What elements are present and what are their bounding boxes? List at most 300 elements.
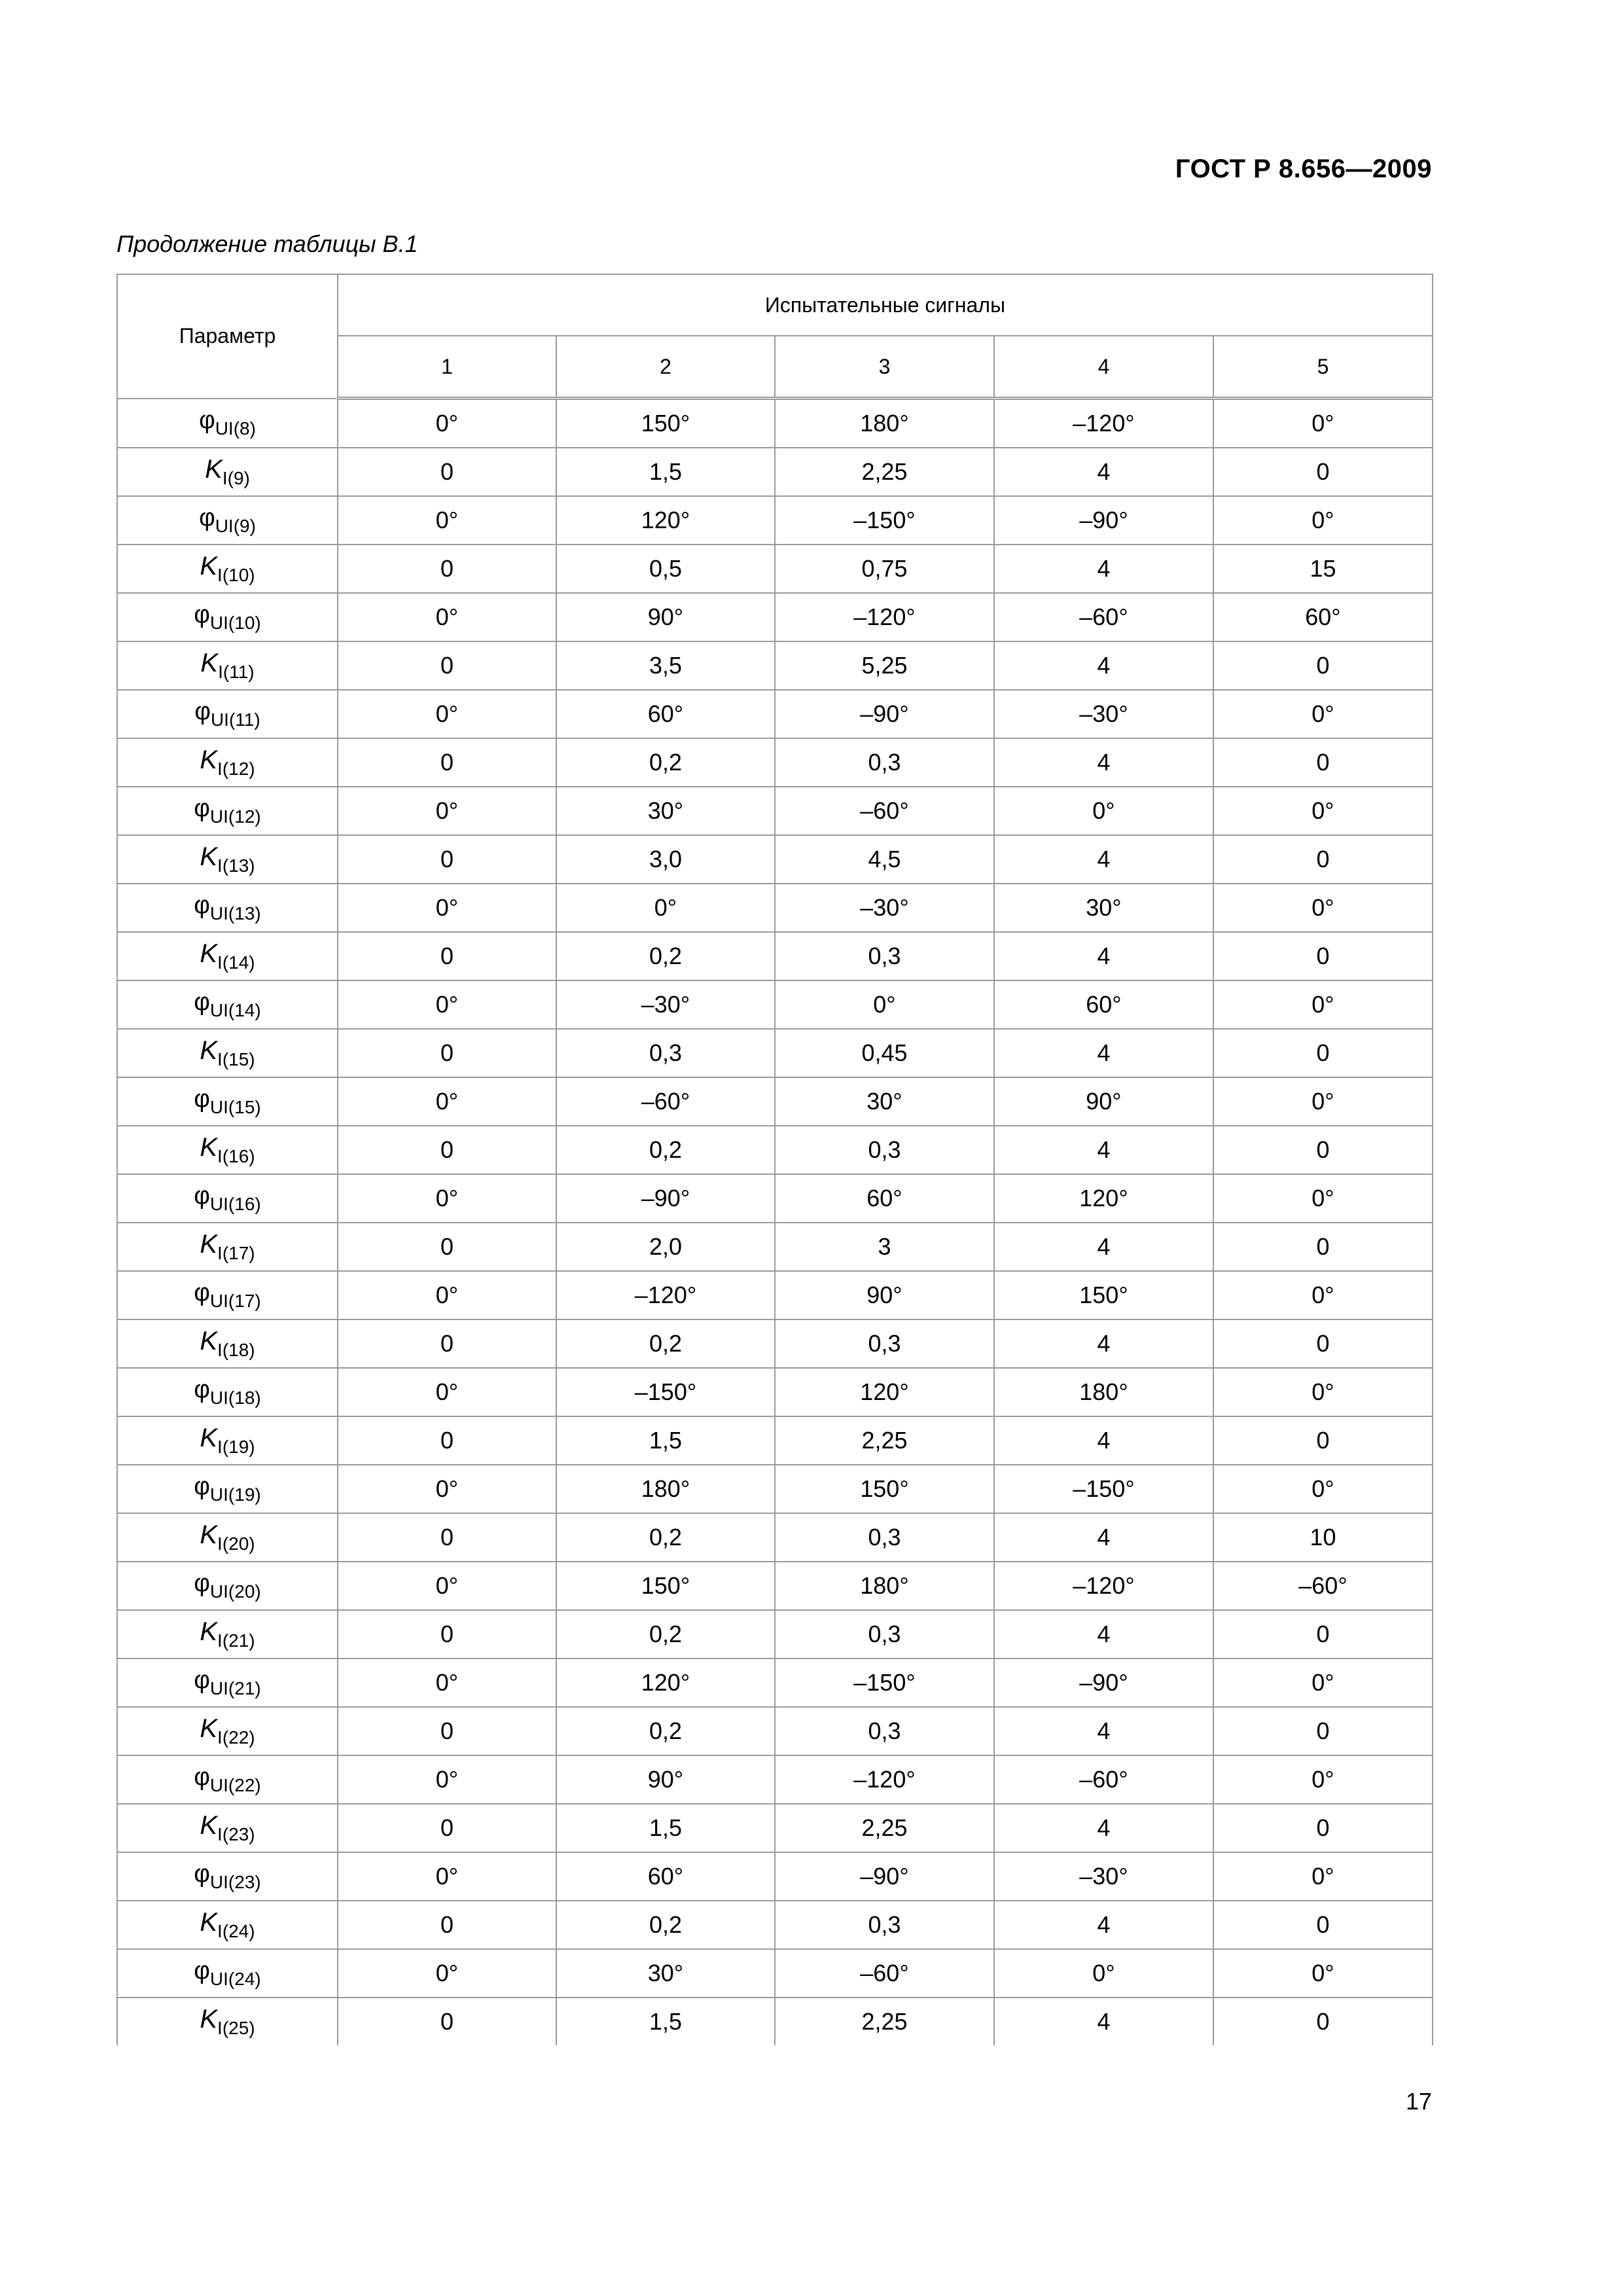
value-cell: 4: [994, 641, 1213, 690]
value-cell: 0°: [338, 399, 556, 448]
value-cell: 180°: [775, 399, 994, 448]
value-cell: 0°: [338, 1077, 556, 1126]
parameter-cell: [117, 1271, 338, 1319]
value-cell: –60°: [775, 787, 994, 835]
value-cell: –90°: [775, 1852, 994, 1901]
value-cell: –120°: [556, 1271, 775, 1319]
value-cell: 4: [994, 1416, 1213, 1465]
value-cell: –90°: [775, 690, 994, 738]
parameter-symbol: φ: [194, 1473, 210, 1500]
value-cell: 4: [994, 1126, 1213, 1174]
value-cell: 0°: [1213, 1949, 1433, 1998]
parameter-symbol: φ: [194, 1957, 210, 1984]
value-cell: 0°: [338, 1949, 556, 1998]
value-cell: 4: [994, 1901, 1213, 1949]
value-cell: –30°: [556, 980, 775, 1029]
value-cell: 0°: [1213, 1755, 1433, 1804]
value-cell: –150°: [994, 1465, 1213, 1513]
value-cell: –60°: [994, 1755, 1213, 1804]
parameter-cell: [117, 1223, 338, 1271]
value-cell: 0°: [338, 1271, 556, 1319]
table-row: [117, 1416, 1433, 1465]
table-row: [117, 1998, 1433, 2045]
table-row: [117, 641, 1433, 690]
parameter-subscript: I(9): [222, 468, 250, 488]
value-cell: 90°: [556, 1755, 775, 1804]
value-cell: –150°: [775, 1659, 994, 1707]
value-cell: 0°: [338, 593, 556, 641]
value-cell: 0°: [338, 690, 556, 738]
parameter-subscript: I(23): [217, 1824, 255, 1844]
document-code: ГОСТ Р 8.656—2009: [1175, 154, 1432, 183]
value-cell: 150°: [556, 399, 775, 448]
table-row: [117, 1755, 1433, 1804]
value-cell: 0: [338, 448, 556, 496]
parameter-symbol: K: [200, 1327, 218, 1355]
parameter-subscript: I(20): [217, 1534, 255, 1554]
table-row: [117, 496, 1433, 545]
table-row: [117, 448, 1433, 496]
value-cell: 4: [994, 1998, 1213, 2045]
parameter-symbol: K: [200, 552, 218, 581]
value-cell: 3,0: [556, 835, 775, 884]
value-cell: 0,2: [556, 1610, 775, 1659]
table-row: [117, 1852, 1433, 1901]
value-cell: 0,2: [556, 932, 775, 980]
value-cell: 4: [994, 545, 1213, 593]
parameter-subscript: I(25): [217, 2018, 255, 2038]
value-cell: 0: [338, 738, 556, 787]
parameter-symbol: φ: [194, 988, 210, 1016]
value-cell: 0°: [1213, 690, 1433, 738]
table-row: [117, 884, 1433, 932]
value-cell: 0: [1213, 1804, 1433, 1852]
value-cell: –90°: [994, 1659, 1213, 1707]
value-cell: 30°: [556, 787, 775, 835]
parameter-subscript: UI(21): [209, 1678, 261, 1698]
table-row: [117, 1271, 1433, 1319]
value-cell: 0°: [338, 884, 556, 932]
table-row: [117, 1126, 1433, 1174]
value-cell: 30°: [556, 1949, 775, 1998]
parameter-subscript: UI(9): [215, 516, 256, 536]
parameter-symbol: K: [200, 745, 218, 774]
parameter-subscript: I(16): [217, 1146, 255, 1166]
value-cell: 0: [1213, 1901, 1433, 1949]
parameter-subscript: I(11): [218, 662, 255, 682]
parameter-cell: [117, 448, 338, 496]
value-cell: –60°: [1213, 1562, 1433, 1610]
value-cell: 0: [338, 1610, 556, 1659]
parameter-subscript: UI(15): [209, 1097, 261, 1117]
value-cell: 0°: [1213, 496, 1433, 545]
value-cell: 5,25: [775, 641, 994, 690]
parameter-symbol: K: [205, 455, 223, 484]
parameter-symbol: K: [200, 939, 218, 968]
value-cell: 0: [338, 1126, 556, 1174]
parameter-cell: [117, 1659, 338, 1707]
value-cell: 0: [1213, 1223, 1433, 1271]
value-cell: 0,2: [556, 1126, 775, 1174]
value-cell: 0: [338, 545, 556, 593]
value-cell: –60°: [994, 593, 1213, 641]
parameter-symbol: K: [200, 1617, 218, 1646]
parameter-subscript: UI(23): [209, 1872, 261, 1892]
value-cell: 0°: [1213, 884, 1433, 932]
parameter-symbol: K: [200, 842, 218, 871]
parameter-symbol: φ: [194, 1182, 210, 1210]
value-cell: 1,5: [556, 1416, 775, 1465]
table-row: [117, 593, 1433, 641]
value-cell: 4: [994, 1804, 1213, 1852]
table-row: [117, 1077, 1433, 1126]
value-cell: 90°: [994, 1077, 1213, 1126]
parameter-cell: [117, 1029, 338, 1077]
table-row: [117, 835, 1433, 884]
parameter-cell: [117, 835, 338, 884]
table-row: [117, 690, 1433, 738]
param-column-header: Параметр: [117, 274, 338, 399]
parameter-symbol: φ: [194, 1085, 210, 1113]
parameter-symbol: φ: [194, 795, 210, 822]
parameter-subscript: I(24): [217, 1921, 255, 1941]
value-cell: –90°: [556, 1174, 775, 1223]
parameter-cell: [117, 545, 338, 593]
value-cell: 4: [994, 1029, 1213, 1077]
value-cell: 2,25: [775, 1804, 994, 1852]
value-cell: 0: [338, 1029, 556, 1077]
value-cell: 4: [994, 1513, 1213, 1562]
parameter-symbol: K: [200, 1714, 218, 1743]
signal-column-header: 5: [1213, 336, 1433, 399]
value-cell: 1,5: [556, 1804, 775, 1852]
value-cell: 0°: [1213, 1077, 1433, 1126]
parameter-cell: [117, 399, 338, 448]
table-row: [117, 1029, 1433, 1077]
value-cell: 0,2: [556, 1319, 775, 1368]
value-cell: 120°: [994, 1174, 1213, 1223]
value-cell: 60°: [994, 980, 1213, 1029]
parameter-subscript: UI(24): [209, 1969, 261, 1989]
value-cell: 0°: [338, 787, 556, 835]
parameter-cell: [117, 1077, 338, 1126]
value-cell: 0°: [994, 787, 1213, 835]
value-cell: 4: [994, 448, 1213, 496]
parameter-subscript: I(21): [217, 1630, 255, 1651]
parameter-cell: [117, 932, 338, 980]
value-cell: 0,5: [556, 545, 775, 593]
value-cell: 0°: [338, 1852, 556, 1901]
value-cell: 4,5: [775, 835, 994, 884]
value-cell: 0: [1213, 1319, 1433, 1368]
table-body: [117, 399, 1433, 2046]
parameter-cell: [117, 1707, 338, 1755]
value-cell: 0°: [1213, 1852, 1433, 1901]
value-cell: 0: [1213, 1126, 1433, 1174]
table-row: [117, 1707, 1433, 1755]
value-cell: 30°: [994, 884, 1213, 932]
value-cell: –120°: [775, 593, 994, 641]
parameter-subscript: UI(11): [210, 709, 260, 730]
parameter-cell: [117, 690, 338, 738]
value-cell: 0,3: [775, 1126, 994, 1174]
value-cell: 60°: [556, 690, 775, 738]
value-cell: 0°: [1213, 1659, 1433, 1707]
value-cell: 90°: [556, 593, 775, 641]
parameter-cell: [117, 738, 338, 787]
parameter-cell: [117, 1513, 338, 1562]
parameter-cell: [117, 496, 338, 545]
value-cell: 0: [338, 1223, 556, 1271]
parameter-cell: [117, 1949, 338, 1998]
table-caption: Продолжение таблицы В.1: [116, 230, 418, 257]
value-cell: 0,75: [775, 545, 994, 593]
parameter-subscript: UI(10): [209, 613, 261, 633]
value-cell: 2,25: [775, 448, 994, 496]
table-row: [117, 1804, 1433, 1852]
value-cell: 0°: [338, 1755, 556, 1804]
value-cell: 0,3: [775, 738, 994, 787]
parameter-symbol: φ: [194, 601, 210, 628]
value-cell: 0°: [338, 1562, 556, 1610]
page-number: 17: [1405, 2088, 1432, 2115]
value-cell: –120°: [775, 1755, 994, 1804]
value-cell: 120°: [775, 1368, 994, 1416]
value-cell: 4: [994, 1707, 1213, 1755]
value-cell: 0,3: [556, 1029, 775, 1077]
value-cell: 0: [338, 932, 556, 980]
value-cell: –90°: [994, 496, 1213, 545]
value-cell: 150°: [775, 1465, 994, 1513]
value-cell: 0: [1213, 1029, 1433, 1077]
value-cell: 0: [1213, 1416, 1433, 1465]
value-cell: 0°: [994, 1949, 1213, 1998]
value-cell: 0°: [1213, 1174, 1433, 1223]
value-cell: 0,3: [775, 1610, 994, 1659]
value-cell: 4: [994, 1223, 1213, 1271]
parameter-subscript: UI(12): [209, 806, 261, 827]
parameter-subscript: UI(20): [209, 1581, 261, 1602]
table-row: [117, 1562, 1433, 1610]
parameter-cell: [117, 884, 338, 932]
value-cell: 0: [338, 1416, 556, 1465]
parameter-symbol: K: [200, 1908, 218, 1937]
value-cell: 30°: [775, 1077, 994, 1126]
value-cell: 15: [1213, 545, 1433, 593]
value-cell: 150°: [556, 1562, 775, 1610]
parameter-symbol: φ: [194, 1376, 210, 1403]
parameter-subscript: I(19): [217, 1437, 255, 1457]
table-row: [117, 738, 1433, 787]
value-cell: 0: [1213, 1610, 1433, 1659]
value-cell: 0°: [338, 1174, 556, 1223]
parameter-cell: [117, 980, 338, 1029]
table-row: [117, 1174, 1433, 1223]
signal-column-header: 1: [338, 336, 556, 399]
parameter-symbol: K: [200, 2005, 218, 2034]
parameter-cell: [117, 1998, 338, 2045]
value-cell: 0: [1213, 835, 1433, 884]
parameter-cell: [117, 1755, 338, 1804]
value-cell: 10: [1213, 1513, 1433, 1562]
parameter-cell: [117, 593, 338, 641]
test-signals-table: [116, 274, 1433, 2045]
value-cell: 0,3: [775, 1319, 994, 1368]
value-cell: 180°: [775, 1562, 994, 1610]
value-cell: 0: [338, 1513, 556, 1562]
value-cell: 0: [1213, 448, 1433, 496]
parameter-symbol: K: [200, 1811, 218, 1840]
value-cell: 0°: [1213, 399, 1433, 448]
parameter-subscript: UI(17): [209, 1291, 261, 1311]
parameter-cell: [117, 1174, 338, 1223]
parameter-subscript: UI(19): [209, 1484, 261, 1505]
parameter-symbol: K: [200, 649, 219, 677]
value-cell: 0°: [556, 884, 775, 932]
parameter-subscript: I(14): [217, 952, 255, 973]
value-cell: 0°: [775, 980, 994, 1029]
value-cell: 0°: [338, 980, 556, 1029]
parameter-cell: [117, 787, 338, 835]
parameter-symbol: K: [200, 1036, 218, 1065]
table-row: [117, 1319, 1433, 1368]
value-cell: 60°: [556, 1852, 775, 1901]
value-cell: 90°: [775, 1271, 994, 1319]
parameter-cell: [117, 1852, 338, 1901]
parameter-subscript: I(13): [217, 855, 255, 876]
value-cell: 0,3: [775, 1707, 994, 1755]
parameter-subscript: I(10): [217, 565, 255, 585]
table-row: [117, 1949, 1433, 1998]
value-cell: 0: [1213, 1998, 1433, 2045]
parameter-cell: [117, 1804, 338, 1852]
value-cell: 0°: [1213, 787, 1433, 835]
value-cell: 2,25: [775, 1998, 994, 2045]
parameter-symbol: φ: [194, 1666, 210, 1694]
value-cell: 3,5: [556, 641, 775, 690]
value-cell: 0: [338, 1998, 556, 2045]
parameter-subscript: I(18): [217, 1340, 255, 1360]
value-cell: 0: [338, 835, 556, 884]
table-row: [117, 545, 1433, 593]
table-row: [117, 1513, 1433, 1562]
parameter-cell: [117, 1416, 338, 1465]
parameter-symbol: K: [200, 1520, 218, 1549]
value-cell: 1,5: [556, 1998, 775, 2045]
table-row: [117, 399, 1433, 448]
table-row: [117, 1465, 1433, 1513]
value-cell: 0: [1213, 932, 1433, 980]
value-cell: –120°: [994, 399, 1213, 448]
value-cell: 60°: [1213, 593, 1433, 641]
value-cell: –150°: [775, 496, 994, 545]
value-cell: 4: [994, 1610, 1213, 1659]
value-cell: 0,2: [556, 1901, 775, 1949]
value-cell: 0°: [1213, 1368, 1433, 1416]
value-cell: 180°: [994, 1368, 1213, 1416]
value-cell: –120°: [994, 1562, 1213, 1610]
table-row: [117, 1901, 1433, 1949]
value-cell: –60°: [556, 1077, 775, 1126]
value-cell: 2,25: [775, 1416, 994, 1465]
parameter-symbol: K: [200, 1133, 218, 1162]
value-cell: 0,2: [556, 738, 775, 787]
parameter-subscript: UI(14): [209, 1000, 261, 1020]
table-row: [117, 787, 1433, 835]
value-cell: 0: [1213, 1707, 1433, 1755]
value-cell: 120°: [556, 1659, 775, 1707]
parameter-symbol: φ: [194, 1860, 210, 1888]
value-cell: –30°: [994, 690, 1213, 738]
value-cell: 0°: [1213, 1271, 1433, 1319]
value-cell: 0: [338, 1319, 556, 1368]
value-cell: 0: [1213, 738, 1433, 787]
parameter-symbol: φ: [199, 406, 215, 435]
parameter-symbol: K: [200, 1424, 218, 1452]
table-row: [117, 1368, 1433, 1416]
parameter-symbol: φ: [194, 891, 210, 919]
value-cell: 0°: [338, 1465, 556, 1513]
value-cell: 4: [994, 932, 1213, 980]
parameter-cell: [117, 641, 338, 690]
parameter-cell: [117, 1368, 338, 1416]
value-cell: 0,3: [775, 1513, 994, 1562]
value-cell: 4: [994, 738, 1213, 787]
signal-column-header: 3: [775, 336, 994, 399]
value-cell: 0°: [338, 1368, 556, 1416]
value-cell: 4: [994, 1319, 1213, 1368]
value-cell: 0: [338, 1804, 556, 1852]
test-signals-group-header: Испытательные сигналы: [338, 274, 1433, 336]
parameter-symbol: φ: [199, 504, 215, 531]
parameter-subscript: I(22): [217, 1727, 255, 1748]
parameter-cell: [117, 1562, 338, 1610]
parameter-subscript: UI(18): [209, 1388, 261, 1408]
value-cell: 0°: [1213, 980, 1433, 1029]
value-cell: 0: [338, 641, 556, 690]
value-cell: 60°: [775, 1174, 994, 1223]
parameter-subscript: I(15): [217, 1049, 255, 1069]
signal-column-header: 4: [994, 336, 1213, 399]
parameter-subscript: UI(8): [215, 418, 256, 439]
table-row: [117, 1659, 1433, 1707]
value-cell: –150°: [556, 1368, 775, 1416]
value-cell: 0°: [1213, 1465, 1433, 1513]
value-cell: 0,45: [775, 1029, 994, 1077]
value-cell: –30°: [994, 1852, 1213, 1901]
value-cell: 0,2: [556, 1707, 775, 1755]
parameter-cell: [117, 1465, 338, 1513]
value-cell: 3: [775, 1223, 994, 1271]
value-cell: 180°: [556, 1465, 775, 1513]
value-cell: 0: [1213, 641, 1433, 690]
parameter-subscript: UI(22): [209, 1775, 261, 1795]
parameter-subscript: I(17): [217, 1243, 255, 1263]
parameter-symbol: K: [200, 1230, 218, 1259]
value-cell: 2,0: [556, 1223, 775, 1271]
parameter-subscript: I(12): [217, 759, 255, 779]
value-cell: 150°: [994, 1271, 1213, 1319]
parameter-cell: [117, 1319, 338, 1368]
value-cell: –30°: [775, 884, 994, 932]
value-cell: 0: [338, 1707, 556, 1755]
value-cell: 0°: [338, 496, 556, 545]
table-row: [117, 932, 1433, 980]
table-row: [117, 1223, 1433, 1271]
parameter-subscript: UI(13): [209, 903, 261, 924]
parameter-cell: [117, 1901, 338, 1949]
table-row: [117, 980, 1433, 1029]
